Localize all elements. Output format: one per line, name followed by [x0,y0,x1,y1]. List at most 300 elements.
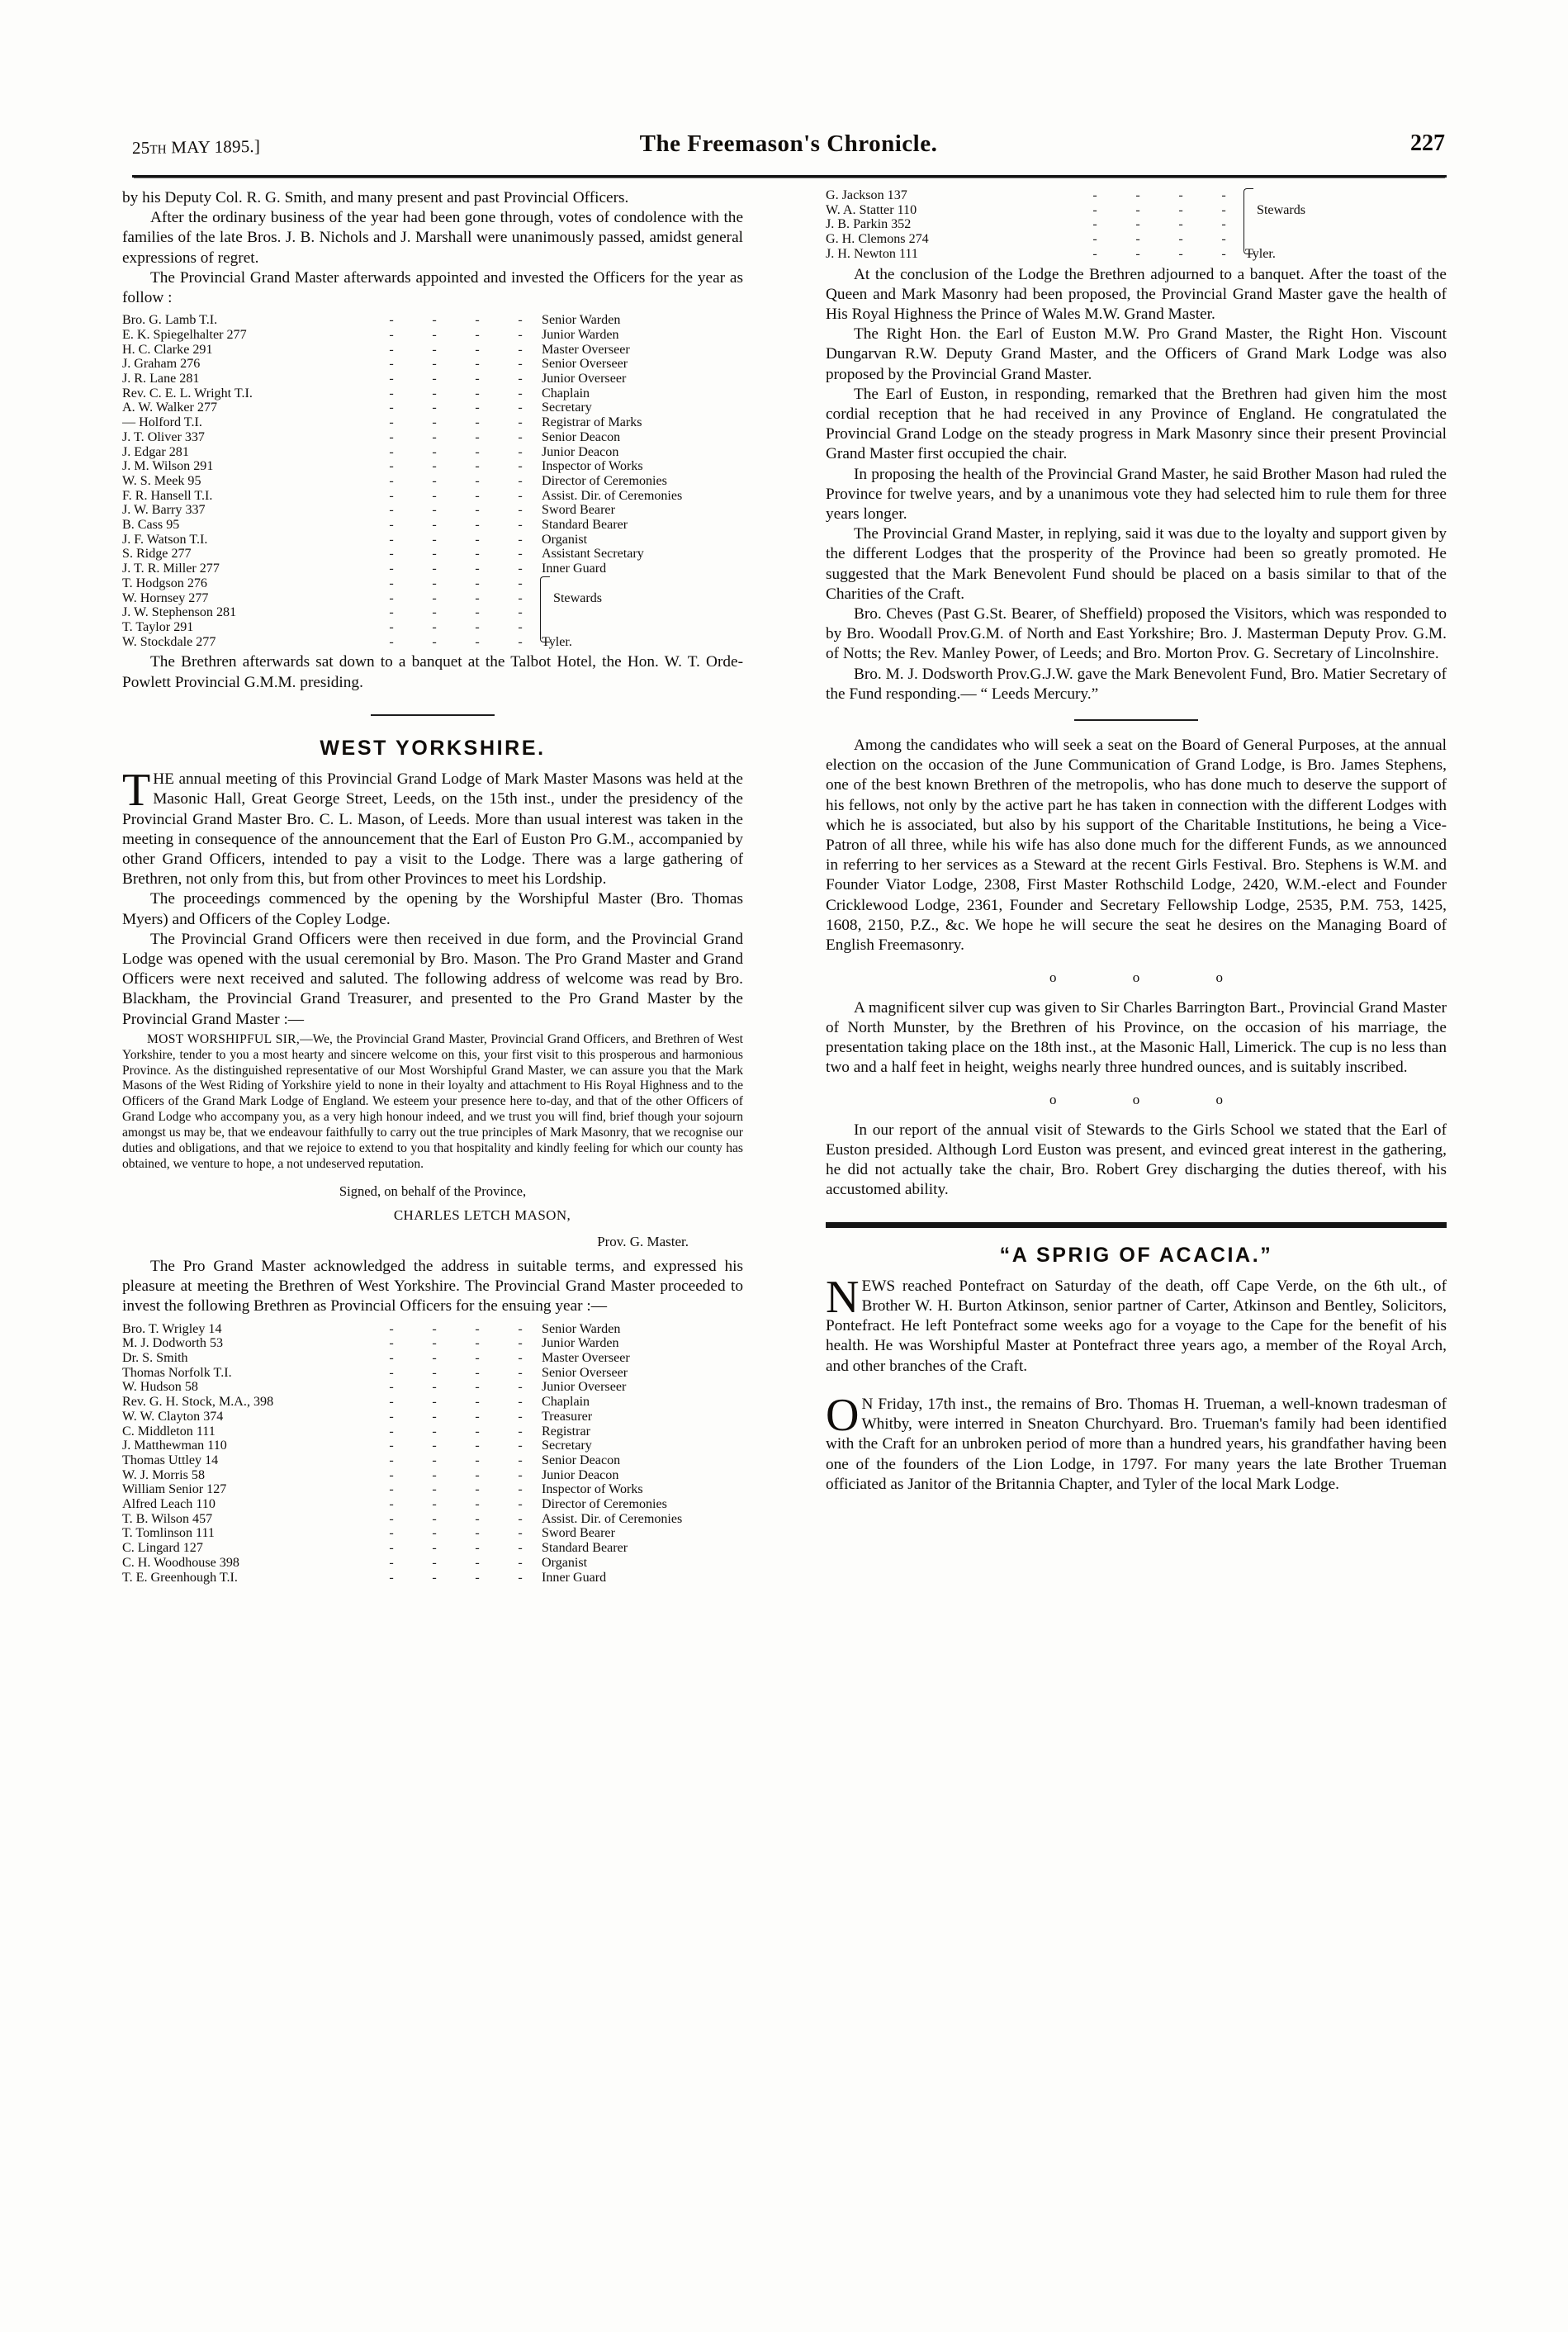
stewards-rows-second [826,188,1447,262]
officer-office: Registrar [542,1424,590,1439]
leader-dot: - [1178,232,1183,247]
leader-dot: - [518,429,523,444]
leader-dot: - [432,327,437,342]
officer-row [122,357,743,372]
address-body: —We, the Provincial Grand Master, Provincial Grand Officers, and Brethren of West Yorkshire, tender to you a most hearty and sincere welcome on this, your first visit to this prosperous and harmonious Province. As the distinguished representative of our Most Worshipful Grand Master, we can assure you that the Mark Masons of the West Riding of Yorkshire yield to none in their loyalty and attachment to His Royal Highness and to the Officers of the Grand Mark Lodge of England. We esteem your presence here to-day, and that of the other Officers of Grand Lodge who accompany you, as a very high honour indeed, and we trust you will find, brief though your sojourn amongst us may be, that we endeavour faithfully to carry out the true principles of Mark Masonry, that we recognise our duties and obligations, and that we rejoice to extend to you that hospitality and kindly feeling for which our county has obtained, we venture to hope, a not undeserved reputation. [122,1031,743,1171]
leader-dot: - [475,372,480,386]
officer-name: T. B. Wilson 457 [122,1511,213,1526]
officer-name: Thomas Uttley 14 [122,1453,219,1467]
leader-dot: - [389,1497,394,1512]
leader-dot: - [389,357,394,372]
leader-dot: - [475,444,480,459]
address-of-welcome [122,1032,743,1173]
officer-row [122,430,743,445]
officer-name: T. Hodgson 276 [122,576,207,590]
officer-name: J. F. Watson T.I. [122,532,208,547]
leader-dot: - [518,401,523,415]
leader-dot: - [432,562,437,576]
officer-row [122,343,743,358]
leader-dot: - [432,605,437,620]
officer-row [122,1571,743,1585]
leader-dot: - [518,1467,523,1482]
leader-dot: - [432,313,437,328]
leader-dot: - [389,1541,394,1556]
officer-name: W. A. Statter 110 [826,202,917,217]
officer-name: — Holford T.I. [122,415,202,430]
officer-row [122,1497,743,1512]
officer-row [122,1453,743,1468]
leader-dot: - [518,372,523,386]
leader-dot: - [475,547,480,562]
leader-dot: - [475,1541,480,1556]
leader-dot: - [518,1439,523,1453]
leader-dot: - [432,1555,437,1570]
leader-dot: - [518,547,523,562]
leader-dot: - [518,1555,523,1570]
paragraph-proposing-health: In proposing the health of the Provincial Grand Master, he said Brother Mason had ruled the Province for twelve years, and by a unanimous vote they had selected him to rule them for three years longer. [826,465,1447,523]
heavy-divider-rule [826,1222,1447,1228]
leader-dot: - [432,547,437,562]
leader-dot: - [389,429,394,444]
leader-dot: - [518,342,523,357]
leader-dot: - [518,1351,523,1366]
leader-dot: - [389,634,394,649]
page-masthead [132,130,1445,173]
officers-table-first [122,313,743,649]
officer-row [122,518,743,533]
paragraph-acacia-text: EWS reached Pontefract on Saturday of the death, off Cape Verde, on the 6th ult., of Brother W. H. Burton Atkinson, senior partner of Carter, Atkinson and Bentley, Solicitors, Pontefract. He left Pontefract some weeks ago for a voyage to the Cape for the benefit of his health. He was Worshipful Master at Pontefract three years ago, a member of the Royal Arch, and other branches of the Craft. [826,1277,1447,1375]
leader-dot: - [432,357,437,372]
leader-dot: - [475,1497,480,1512]
officer-row [122,1410,743,1424]
leader-dot: - [518,415,523,430]
leader-dot: - [518,562,523,576]
officer-office: Registrar of Marks [542,415,642,430]
leader-dot: - [518,1424,523,1439]
leader-dot: - [475,415,480,430]
leader-dot: - [389,1482,394,1497]
officer-office: Director of Ceremonies [542,1497,667,1512]
leader-dot: - [518,1321,523,1336]
leader-dot: - [389,1365,394,1380]
leader-dot: - [1178,202,1183,217]
tyler-row [826,247,1447,262]
leader-dot: - [518,1380,523,1395]
leader-dot: - [518,444,523,459]
officer-row [122,445,743,460]
leader-dot: - [475,473,480,488]
leader-dot: - [518,532,523,547]
stewards-brace-cell [542,620,743,635]
leader-dot: - [432,1439,437,1453]
officer-row [122,415,743,430]
officer-name: Rev. G. H. Stock, M.A., 398 [122,1395,274,1410]
paragraph-trueman-obituary [826,1389,1447,1495]
leader-dot: - [389,605,394,620]
officer-row [122,372,743,386]
steward-row [122,620,743,635]
leader-dot: - [518,1365,523,1380]
leader-dot: - [518,1497,523,1512]
officer-row [122,1322,743,1337]
officer-row [122,547,743,562]
officer-office: Junior Overseer [542,372,627,386]
officer-office: Senior Warden [542,1321,621,1336]
leader-dot: - [389,415,394,430]
officer-name: J. W. Stephenson 281 [122,605,237,620]
leader-dot: - [475,1365,480,1380]
officer-row [122,1439,743,1453]
leader-dot: - [475,634,480,649]
leader-dot: - [389,1380,394,1395]
officer-office: Chaplain [542,386,590,401]
leader-dot: - [475,1321,480,1336]
leader-dot: - [1221,246,1226,261]
leader-dot: - [475,1570,480,1585]
leader-dot: - [432,1541,437,1556]
officer-name: Alfred Leach 110 [122,1497,216,1512]
officer-row [122,1512,743,1527]
officer-office: Senior Deacon [542,1453,621,1467]
officer-office: Director of Ceremonies [542,473,667,488]
leader-dot: - [475,1351,480,1366]
leader-dot: - [475,1380,480,1395]
paragraph-banquet-conclusion: At the conclusion of the Lodge the Brethren adjourned to a banquet. After the toast of the Queen and Mark Masonry had been proposed, the Provincial Grand Master gave the health of His Royal Highness the Prince of Wales M.W. Grand Master. [826,265,1447,323]
address-salutation: MOST WORSHIPFUL SIR, [147,1031,301,1046]
paragraph-continued: by his Deputy Col. R. G. Smith, and many present and past Provincial Officers. [122,189,629,206]
section-heading-west-yorkshire: WEST YORKSHIRE. [320,736,546,760]
officer-name: E. K. Spiegelhalter 277 [122,327,247,342]
paragraph-ordinary-business: After the ordinary business of the year had been gone through, votes of condolence with the families of the late Bros. J. B. Nichols and J. Marshall were unanimously passed, amidst general expressions of regret. [122,209,743,267]
paragraph-euston-response: The Earl of Euston, in responding, remarked that the Brethren had given him the most cordial reception that he had received in any Province of England. He congratulated the Provincial Grand Lodge on the steady progress in Mark Masonry since their present Provincial Grand Master first occupied the chair. [826,385,1447,463]
leader-dot: - [475,503,480,518]
paragraph-acknowledged: The Pro Grand Master acknowledged the address in suitable terms, and expressed his pleasure at meeting the Brethren of West Yorkshire. The Provincial Grand Master proceeded to invest the following Brethren as Provincial Officers for the ensuing year :— [122,1258,743,1315]
leader-dot: - [1135,217,1140,232]
leader-dot: - [475,532,480,547]
officer-name: B. Cass 95 [122,518,180,533]
leader-dot: - [389,1511,394,1526]
leader-dot: - [432,372,437,386]
leader-dot: - [389,1453,394,1467]
officer-name: J. W. Barry 337 [122,503,206,518]
leader-dot: - [389,1351,394,1366]
officer-name: M. J. Dodworth 53 [122,1336,224,1351]
leader-dot: - [1135,232,1140,247]
officer-row [122,1526,743,1541]
stewards-brace-cell [1245,188,1447,203]
leader-dot: - [389,562,394,576]
leader-dot: - [518,1395,523,1410]
paragraph-annual-meeting-text: HE annual meeting of this Provincial Grand Lodge of Mark Master Masons was held at the Masonic Hall, Great George Street, Leeds, on the 15th inst., under the presidency of the Provincial Grand Master Bro. C. L. Mason, of Leeds. More than usual interest was taken in the meeting in consequence of the announcement that the Earl of Euston Pro G.M., accompanied by other Grand Officers, intended to pay a visit to the Lodge. There was a large gathering of Brethren, not only from this, but from other Provinces to meet his Lordship. [122,770,743,889]
paragraph-officers-received: The Provincial Grand Officers were then received in due form, and the Provincial Grand Lodge was opened with the usual ceremonial by Bro. Mason. The Pro Grand Master and Grand Officers were next received and saluted. The following address of welcome was read by Bro. Blackham, the Provincial Grand Treasurer, and presented to the Pro Grand Master by the Provincial Grand Master :— [122,930,743,1028]
officer-office: Organist [542,532,588,547]
leader-dot: - [389,547,394,562]
leader-dot: - [518,634,523,649]
leader-dot: - [432,401,437,415]
paragraph-right-hon-toast: The Right Hon. the Earl of Euston M.W. Pro Grand Master, the Right Hon. Viscount Dungarvan R.W. Deputy Grand Master, and the Officers of Grand Mark Lodge was also proposed by the Provincial Grand Master. [826,325,1447,383]
officer-name: J. B. Parkin 352 [826,217,912,232]
officer-name: W. Hudson 58 [122,1380,198,1395]
officer-name: Thomas Norfolk T.I. [122,1365,232,1380]
left-column [122,188,743,1588]
section-heading-sprig-of-acacia: “A SPRIG OF ACACIA.” [999,1243,1273,1267]
officer-name: T. Tomlinson 111 [122,1526,215,1541]
officers-table-second [122,1322,743,1585]
leader-dot: - [475,1511,480,1526]
officer-office: Master Overseer [542,342,630,357]
leader-dot: - [518,619,523,634]
officer-office: Sword Bearer [542,503,615,518]
officer-row [122,1482,743,1497]
officer-name: J. Matthewman 110 [122,1439,227,1453]
leader-dot: - [389,1439,394,1453]
issue-date: 25TH MAY 1895.] [132,135,261,159]
signature-name: CHARLES LETCH MASON, [393,1207,571,1224]
leader-dot: - [475,1439,480,1453]
leader-dot: - [518,459,523,474]
officer-office: Senior Warden [542,313,621,328]
drop-cap-o: O [826,1389,860,1441]
leader-dot: - [432,1380,437,1395]
officers-rows-second [122,1322,743,1585]
leader-dot: - [475,1526,480,1541]
leader-dot: - [1178,246,1183,261]
officer-name: J. T. Oliver 337 [122,429,205,444]
leader-dot: - [432,1365,437,1380]
leader-dot: - [518,1511,523,1526]
page-number: 227 [1410,130,1445,156]
leader-dot: - [389,1570,394,1585]
leader-dot: - [432,415,437,430]
officer-office: Senior Overseer [542,357,628,372]
leader-dot: - [432,590,437,605]
officer-office: Junior Warden [542,327,619,342]
leader-dot: - [389,532,394,547]
officer-row [122,562,743,576]
leader-dot: - [518,1526,523,1541]
leader-dot: - [475,562,480,576]
paragraph-spacer [826,1377,1447,1395]
stewards-brace-cell [1245,217,1447,232]
leader-dot: - [1221,217,1226,232]
leader-dot: - [432,619,437,634]
leader-dot: - [432,444,437,459]
officer-office: Assist. Dir. of Ceremonies [542,488,683,503]
officer-office: Inner Guard [542,562,607,576]
paragraph-banquet-talbot: The Brethren afterwards sat down to a banquet at the Talbot Hotel, the Hon. W. T. Orde-Powlett Provincial G.M.M. presiding. [122,653,743,691]
paragraph-silver-cup: A magnificent silver cup was given to Sir Charles Barrington Bart., Provincial Grand Master of North Munster, by the Brethren of his Province, on the occasion of his marriage, the presentation taking place on the 18th inst., at the Masonic Hall, Limerick. The cup is no less than two and a half feet in height, weighs nearly three hundred ounces, and is suitably inscribed. [826,998,1447,1077]
leader-dot: - [518,327,523,342]
leader-dot: - [432,576,437,590]
leader-dot: - [432,429,437,444]
divider-rule-after-mercury [1074,719,1198,721]
steward-row [826,217,1447,232]
leader-dot: - [475,1453,480,1467]
leader-dot: - [518,590,523,605]
officer-name: Bro. T. Wrigley 14 [122,1321,222,1336]
officer-office: Junior Warden [542,1336,619,1351]
leader-dot: - [432,488,437,503]
officer-row [122,489,743,504]
officer-name: J. T. R. Miller 277 [122,562,220,576]
paragraph-proceedings: The proceedings commenced by the opening by the Worshipful Master (Bro. Thomas Myers) and Officers of the Copley Lodge. [122,890,743,928]
drop-cap-n: N [826,1271,860,1323]
leader-dot: - [475,605,480,620]
steward-row [122,576,743,591]
leader-dot: - [389,327,394,342]
leader-dot: - [475,313,480,328]
paragraph-cheves-visitors: Bro. Cheves (Past G.St. Bearer, of Sheffield) proposed the Visitors, which was responded to by Bro. Woodall Prov.G.M. of North and East Yorkshire; Bro. J. Masterman Deputy Prov. G.M. of Notts; the Rev. Manley Power, of Leeds; and Bro. Morton Prov. G. Secretary of Lincolnshire. [826,604,1447,663]
leader-dot: - [518,1570,523,1585]
officer-name: J. R. Lane 281 [122,372,200,386]
officer-office: Standard Bearer [542,1541,628,1556]
officer-row [122,503,743,518]
paragraph-pgm-reply: The Provincial Grand Master, in replying, said it was due to the loyalty and support given by the different Lodges that the prosperity of the Province had been so greatly promoted. He suggested that the Mark Benevolent Fund should be placed on a basis similar to that of the Charities of the Craft. [826,525,1447,603]
officer-name: W. Hornsey 277 [122,590,209,605]
leader-dot: - [518,1336,523,1351]
leader-dot: - [1135,202,1140,217]
leader-dot: - [475,1424,480,1439]
leader-dot: - [389,386,394,401]
ornament-separator-two: o o o [1049,1092,1259,1108]
leader-dot: - [475,488,480,503]
officer-row [122,1541,743,1556]
officer-name: T. Taylor 291 [122,619,194,634]
leader-dot: - [432,473,437,488]
leader-dot: - [518,488,523,503]
leader-dot: - [432,1409,437,1424]
leader-dot: - [432,1395,437,1410]
leader-dot: - [1221,202,1226,217]
officer-name: J. M. Wilson 291 [122,459,214,474]
stewards-label: Stewards [553,590,602,605]
officer-name: G. Jackson 137 [826,188,907,202]
officer-row [122,1424,743,1439]
stewards-brace-cell [1245,232,1447,247]
officer-name: G. H. Clemons 274 [826,232,929,247]
leader-dot: - [1178,188,1183,202]
officer-row [122,1380,743,1395]
officer-office: Secretary [542,401,592,415]
leader-dot: - [1221,232,1226,247]
officer-row [122,1366,743,1381]
leader-dot: - [1092,246,1097,261]
leader-dot: - [389,372,394,386]
officer-office: Tyler. [542,634,572,649]
officers-rows-first [122,313,743,649]
leader-dot: - [389,313,394,328]
leader-dot: - [518,518,523,533]
leader-dot: - [475,1336,480,1351]
leader-dot: - [475,1395,480,1410]
steward-row [826,188,1447,203]
drop-cap-t: T [122,765,151,817]
officer-office: Inspector of Works [542,1482,643,1497]
paragraph-annual-meeting [122,765,743,889]
leader-dot: - [518,1541,523,1556]
leader-dot: - [432,1467,437,1482]
officer-office: Assistant Secretary [542,547,644,562]
leader-dot: - [1092,202,1097,217]
leader-dot: - [475,401,480,415]
leader-dot: - [475,429,480,444]
masthead-rule [132,175,1447,178]
officer-row [122,313,743,328]
leader-dot: - [475,1482,480,1497]
leader-dot: - [432,518,437,533]
leader-dot: - [1135,188,1140,202]
leader-dot: - [389,1467,394,1482]
leader-dot: - [389,401,394,415]
steward-row [826,232,1447,247]
officer-name: Bro. G. Lamb T.I. [122,313,218,328]
leader-dot: - [475,619,480,634]
officer-row [122,1336,743,1351]
leader-dot: - [518,503,523,518]
paragraph-dodsworth-fund: Bro. M. J. Dodsworth Prov.G.J.W. gave the Mark Benevolent Fund, Bro. Matier Secretary of the Fund responding.— “ Leeds Mercury.” [826,665,1447,703]
leader-dot: - [475,590,480,605]
officer-row [122,1351,743,1366]
stewards-label: Stewards [1257,202,1305,217]
officer-name: J. H. Newton 111 [826,246,918,261]
paragraph-officers-appointed: The Provincial Grand Master afterwards appointed and invested the Officers for the year as follow : [122,268,743,307]
stewards-brace-cell [542,576,743,591]
officer-office: Treasurer [542,1409,593,1424]
leader-dot: - [1092,217,1097,232]
tyler-row [122,635,743,650]
leader-dot: - [475,459,480,474]
leader-dot: - [475,357,480,372]
right-column [826,188,1447,1495]
leader-dot: - [389,444,394,459]
leader-dot: - [389,518,394,533]
officer-row [122,401,743,415]
section-divider-rule [371,714,495,716]
leader-dot: - [432,1526,437,1541]
leader-dot: - [432,1336,437,1351]
officer-row [122,459,743,474]
leader-dot: - [518,605,523,620]
leader-dot: - [518,473,523,488]
officer-row [122,328,743,343]
stewards-brace-cell [542,591,743,606]
officer-name: W. S. Meek 95 [122,473,201,488]
officer-office: Master Overseer [542,1351,630,1366]
officer-name: W. W. Clayton 374 [122,1409,224,1424]
officer-office: Junior Deacon [542,1467,619,1482]
leader-dot: - [432,503,437,518]
officer-name: T. E. Greenhough T.I. [122,1570,238,1585]
officer-office: Organist [542,1555,588,1570]
leader-dot: - [432,1453,437,1467]
officer-office: Junior Overseer [542,1380,627,1395]
leader-dot: - [475,576,480,590]
officer-office: Sword Bearer [542,1526,615,1541]
leader-dot: - [518,313,523,328]
leader-dot: - [389,1321,394,1336]
leader-dot: - [1092,188,1097,202]
leader-dot: - [389,1424,394,1439]
officer-name: S. Ridge 277 [122,547,192,562]
stewards-table-second [826,188,1447,262]
leader-dot: - [1092,232,1097,247]
leader-dot: - [389,590,394,605]
leader-dot: - [389,1409,394,1424]
leader-dot: - [389,473,394,488]
steward-row [122,591,743,606]
leader-dot: - [475,327,480,342]
leader-dot: - [389,1336,394,1351]
